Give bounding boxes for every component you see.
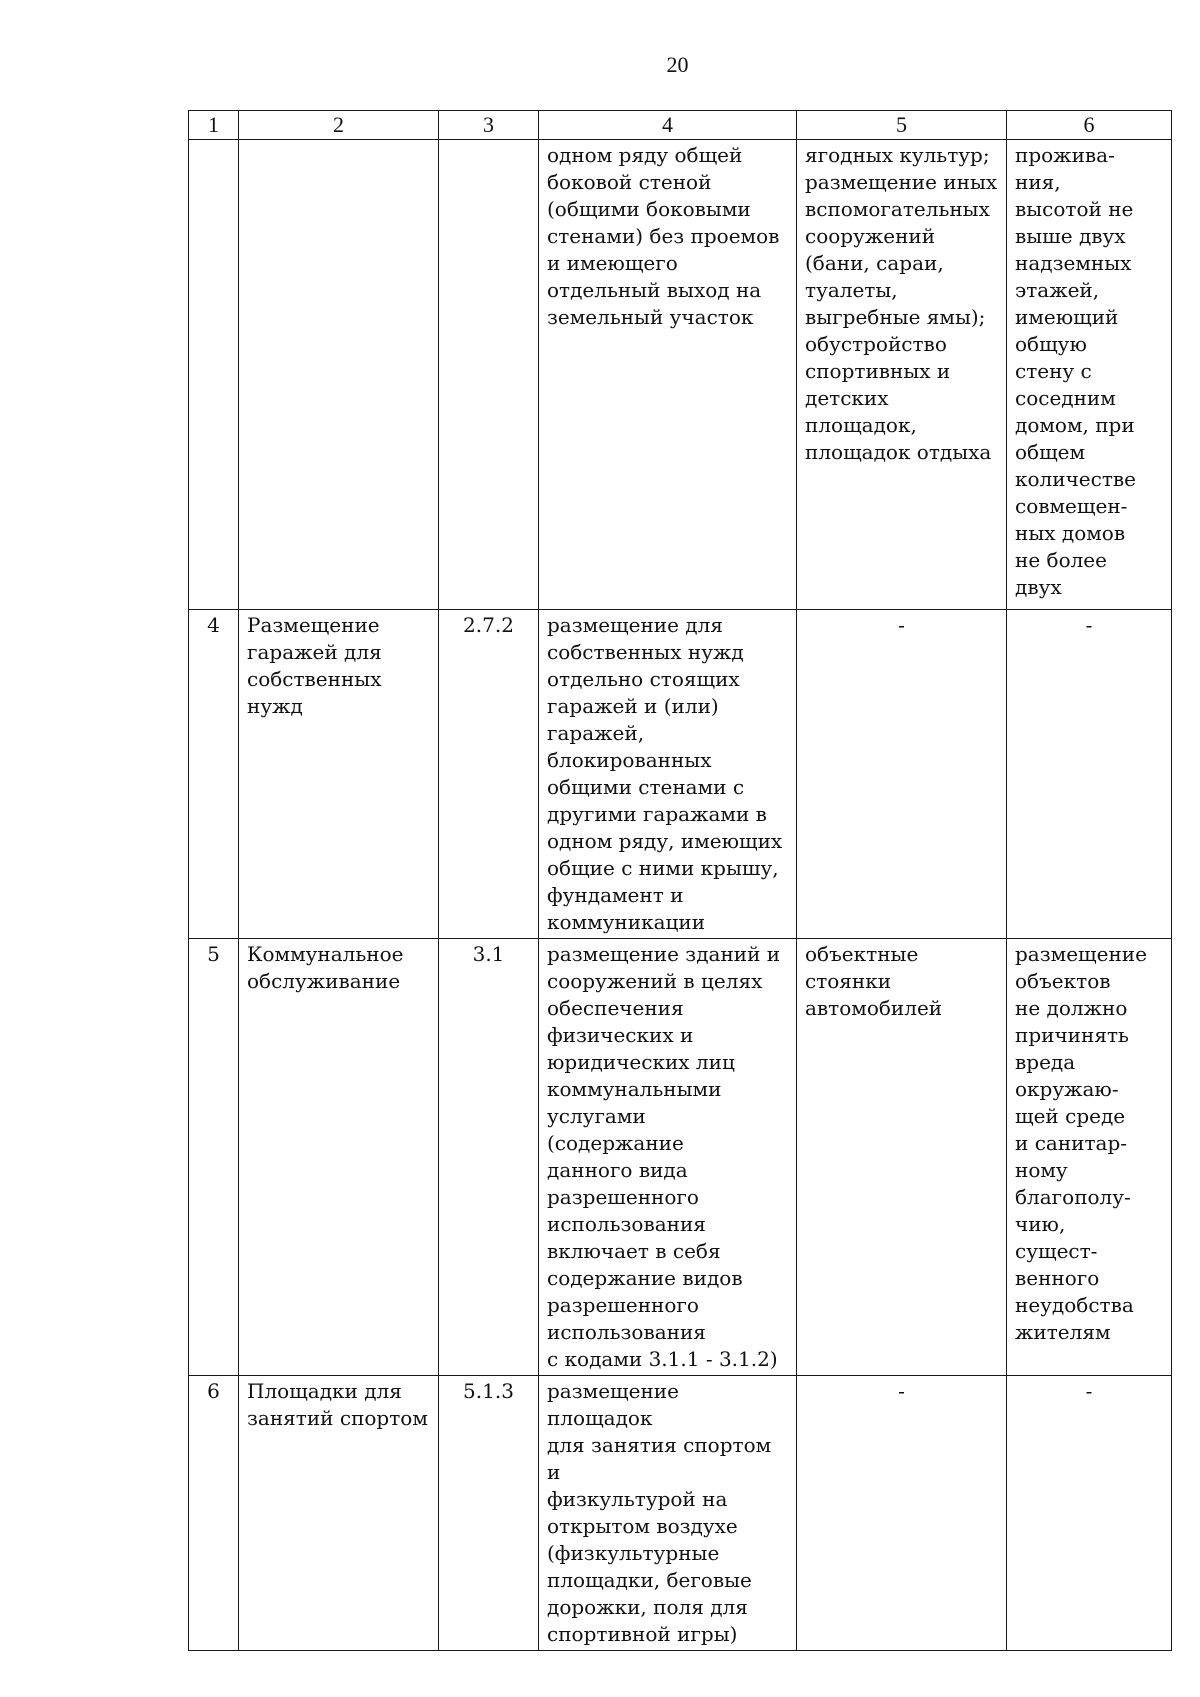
table-row xyxy=(189,1376,1172,1651)
column-header: 5 xyxy=(797,111,1007,140)
page-number: 20 xyxy=(666,52,689,77)
row-number-cell: 5 xyxy=(189,939,239,1376)
column-header: 3 xyxy=(439,111,539,140)
row-number-cell xyxy=(189,140,239,610)
description-cell: размещение зданий и сооружений в целях обеспечения физических и юридических лиц коммунальными услугами (содержание данного вида разрешенного использования включает в себя содержание видов разрешенного использования с кодами 3.1.1 - 3.1.2) xyxy=(539,939,797,1376)
use-code-cell: 5.1.3 xyxy=(439,1376,539,1651)
description-cell: размещение для собственных нужд отдельно стоящих гаражей и (или) гаражей, блокированных общими стенами с другими гаражами в одном ряду, имеющих общие с ними крышу, фундамент и коммуникации xyxy=(539,610,797,939)
land-use-table xyxy=(188,110,1172,1651)
conditions-cell: - xyxy=(1007,610,1172,939)
auxiliary-use-cell: - xyxy=(797,610,1007,939)
use-name-cell: Размещение гаражей для собственных нужд xyxy=(239,610,439,939)
table-row xyxy=(189,610,1172,939)
description-cell: одном ряду общей боковой стеной (общими боковыми стенами) без проемов и имеющего отдельный выход на земельный участок xyxy=(539,140,797,610)
use-code-cell: 2.7.2 xyxy=(439,610,539,939)
use-name-cell xyxy=(239,140,439,610)
use-name-cell: Коммунальное обслуживание xyxy=(239,939,439,1376)
auxiliary-use-cell: - xyxy=(797,1376,1007,1651)
conditions-cell: размещение объектов не должно причинять вреда окружаю- щей среде и санитар- ному благополу- чию, сущест- венного неудобства жителям xyxy=(1007,939,1172,1376)
row-number-cell: 6 xyxy=(189,1376,239,1651)
use-code-cell xyxy=(439,140,539,610)
auxiliary-use-cell: ягодных культур; размещение иных вспомогательных сооружений (бани, сараи, туалеты, выгребные ямы); обустройство спортивных и детских площадок, площадок отдыха xyxy=(797,140,1007,610)
table-row xyxy=(189,140,1172,610)
row-number-cell: 4 xyxy=(189,610,239,939)
column-header: 6 xyxy=(1007,111,1172,140)
column-header: 1 xyxy=(189,111,239,140)
description-cell: размещение площадок для занятия спортом и физкультурой на открытом воздухе (физкультурные площадки, беговые дорожки, поля для спортивной игры) xyxy=(539,1376,797,1651)
column-header: 2 xyxy=(239,111,439,140)
conditions-cell: - xyxy=(1007,1376,1172,1651)
use-code-cell: 3.1 xyxy=(439,939,539,1376)
auxiliary-use-cell: объектные стоянки автомобилей xyxy=(797,939,1007,1376)
use-name-cell: Площадки для занятий спортом xyxy=(239,1376,439,1651)
table-row xyxy=(189,939,1172,1376)
column-header: 4 xyxy=(539,111,797,140)
table-header-row xyxy=(189,111,1172,140)
conditions-cell: прожива- ния, высотой не выше двух надземных этажей, имеющий общую стену с соседним домом, при общем количестве совмещен- ных домов не более двух xyxy=(1007,140,1172,610)
